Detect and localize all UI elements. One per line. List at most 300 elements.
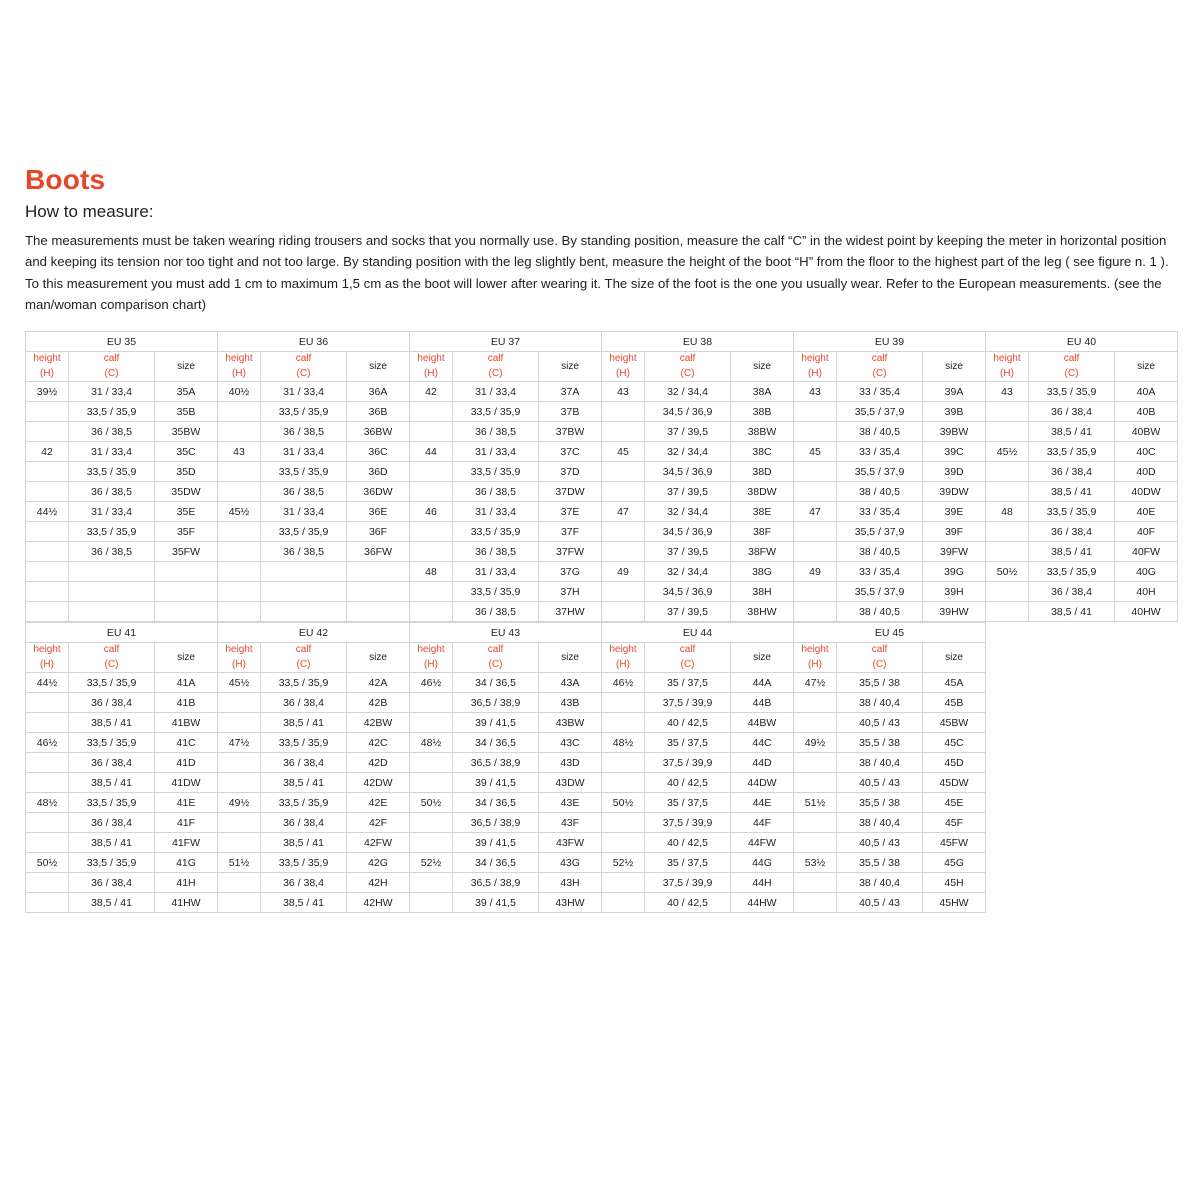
cell-height	[986, 602, 1029, 622]
cell-size: 40F	[1115, 522, 1178, 542]
cell-size: 42A	[347, 673, 410, 693]
cell-calf: 35 / 37,5	[645, 853, 731, 873]
empty-cell	[986, 673, 1029, 693]
cell-size: 37BW	[539, 422, 602, 442]
cell-size: 41DW	[155, 773, 218, 793]
column-header-calf: calf (C)	[645, 352, 731, 382]
cell-calf: 36 / 38,5	[453, 542, 539, 562]
cell-size: 37B	[539, 402, 602, 422]
cell-height	[410, 602, 453, 622]
cell-size: 43B	[539, 693, 602, 713]
cell-height	[794, 713, 837, 733]
cell-height	[602, 773, 645, 793]
eu-size-header: EU 38	[602, 332, 794, 352]
column-header-size: size	[539, 352, 602, 382]
cell-calf: 34,5 / 36,9	[645, 582, 731, 602]
cell-calf: 36,5 / 38,9	[453, 873, 539, 893]
empty-cell	[986, 733, 1029, 753]
cell-size: 40A	[1115, 382, 1178, 402]
cell-calf: 38 / 40,4	[837, 753, 923, 773]
cell-size: 35C	[155, 442, 218, 462]
cell-calf: 37,5 / 39,9	[645, 873, 731, 893]
cell-size: 38H	[731, 582, 794, 602]
empty-cell	[1115, 813, 1178, 833]
cell-calf: 38,5 / 41	[69, 833, 155, 853]
cell-height	[602, 582, 645, 602]
cell-calf: 33,5 / 35,9	[69, 673, 155, 693]
cell-height	[26, 602, 69, 622]
table-row	[26, 422, 1178, 442]
table-row	[26, 793, 1178, 813]
cell-size: 37FW	[539, 542, 602, 562]
cell-height	[218, 893, 261, 913]
cell-height	[602, 522, 645, 542]
cell-calf: 40 / 42,5	[645, 773, 731, 793]
column-header-height: height (H)	[26, 643, 69, 673]
table-row	[26, 542, 1178, 562]
column-header-row	[26, 643, 1178, 673]
cell-size	[155, 562, 218, 582]
eu-size-header: EU 40	[986, 332, 1178, 352]
cell-size: 42DW	[347, 773, 410, 793]
empty-cell	[986, 853, 1029, 873]
cell-height	[794, 813, 837, 833]
cell-size: 35E	[155, 502, 218, 522]
cell-height	[410, 422, 453, 442]
empty-cell	[986, 893, 1029, 913]
cell-height	[986, 422, 1029, 442]
empty-cell	[986, 753, 1029, 773]
cell-calf: 34,5 / 36,9	[645, 522, 731, 542]
cell-height	[602, 602, 645, 622]
column-header-calf: calf (C)	[837, 352, 923, 382]
cell-calf: 36 / 38,4	[1029, 522, 1115, 542]
cell-height	[794, 753, 837, 773]
cell-height	[410, 773, 453, 793]
cell-size: 35FW	[155, 542, 218, 562]
empty-cell	[1029, 733, 1115, 753]
cell-calf: 39 / 41,5	[453, 773, 539, 793]
cell-height: 48½	[602, 733, 645, 753]
cell-height	[602, 753, 645, 773]
cell-calf: 31 / 33,4	[261, 442, 347, 462]
cell-size: 43D	[539, 753, 602, 773]
cell-calf: 33,5 / 35,9	[69, 402, 155, 422]
cell-height	[410, 833, 453, 853]
cell-calf: 34,5 / 36,9	[645, 462, 731, 482]
cell-calf: 33,5 / 35,9	[1029, 442, 1115, 462]
table-row	[26, 733, 1178, 753]
cell-calf: 35,5 / 38	[837, 673, 923, 693]
empty-cell	[1029, 873, 1115, 893]
cell-size: 40C	[1115, 442, 1178, 462]
empty-cell	[1115, 873, 1178, 893]
cell-size: 44C	[731, 733, 794, 753]
cell-calf: 38 / 40,5	[837, 542, 923, 562]
column-header-height: height (H)	[986, 352, 1029, 382]
cell-calf: 38,5 / 41	[69, 893, 155, 913]
cell-size: 43E	[539, 793, 602, 813]
cell-height: 52½	[410, 853, 453, 873]
cell-height: 48½	[26, 793, 69, 813]
cell-size: 39F	[923, 522, 986, 542]
cell-height	[794, 482, 837, 502]
cell-height	[26, 833, 69, 853]
cell-size: 37E	[539, 502, 602, 522]
cell-height: 46½	[26, 733, 69, 753]
cell-height	[986, 522, 1029, 542]
cell-height	[26, 402, 69, 422]
cell-calf	[69, 602, 155, 622]
cell-height: 45	[794, 442, 837, 462]
cell-size: 40B	[1115, 402, 1178, 422]
column-header-size: size	[347, 352, 410, 382]
cell-height	[410, 893, 453, 913]
cell-size: 45F	[923, 813, 986, 833]
cell-calf: 40,5 / 43	[837, 833, 923, 853]
cell-size: 39HW	[923, 602, 986, 622]
cell-height	[986, 482, 1029, 502]
cell-calf: 33,5 / 35,9	[453, 402, 539, 422]
eu-size-header: EU 36	[218, 332, 410, 352]
cell-calf	[261, 602, 347, 622]
cell-height	[986, 462, 1029, 482]
cell-calf: 33 / 35,4	[837, 382, 923, 402]
cell-size: 35F	[155, 522, 218, 542]
column-header-height: height (H)	[794, 352, 837, 382]
table-row	[26, 522, 1178, 542]
empty-cell	[986, 873, 1029, 893]
cell-calf: 33,5 / 35,9	[261, 522, 347, 542]
cell-size: 35D	[155, 462, 218, 482]
cell-height: 50½	[986, 562, 1029, 582]
cell-size: 36FW	[347, 542, 410, 562]
cell-calf: 32 / 34,4	[645, 442, 731, 462]
cell-calf: 35,5 / 38	[837, 733, 923, 753]
cell-calf: 33,5 / 35,9	[69, 733, 155, 753]
column-header-calf: calf (C)	[261, 352, 347, 382]
cell-calf: 38 / 40,4	[837, 813, 923, 833]
cell-calf: 38 / 40,5	[837, 422, 923, 442]
cell-height: 53½	[794, 853, 837, 873]
column-header-calf: calf (C)	[261, 643, 347, 673]
column-header-calf: calf (C)	[69, 643, 155, 673]
cell-size: 44DW	[731, 773, 794, 793]
empty-cell	[1115, 853, 1178, 873]
column-header-calf: calf (C)	[453, 352, 539, 382]
empty-cell	[1029, 853, 1115, 873]
cell-height	[410, 482, 453, 502]
empty-cell	[1029, 673, 1115, 693]
eu-header-row	[26, 623, 1178, 643]
cell-calf: 34 / 36,5	[453, 793, 539, 813]
cell-height: 47½	[218, 733, 261, 753]
cell-calf: 36 / 38,5	[261, 542, 347, 562]
cell-height: 43	[602, 382, 645, 402]
cell-height	[26, 462, 69, 482]
cell-height	[794, 602, 837, 622]
cell-height	[410, 873, 453, 893]
cell-calf: 36 / 38,5	[69, 482, 155, 502]
eu-size-header: EU 44	[602, 623, 794, 643]
cell-calf: 33,5 / 35,9	[453, 462, 539, 482]
cell-height	[218, 693, 261, 713]
cell-height: 44	[410, 442, 453, 462]
cell-height	[26, 813, 69, 833]
column-header-size: size	[731, 352, 794, 382]
column-header-height: height (H)	[218, 352, 261, 382]
size-table-block-0	[25, 331, 1178, 622]
cell-height: 46	[410, 502, 453, 522]
cell-calf: 35,5 / 37,9	[837, 582, 923, 602]
cell-calf: 33 / 35,4	[837, 442, 923, 462]
cell-height	[794, 582, 837, 602]
cell-size: 37DW	[539, 482, 602, 502]
cell-size: 39H	[923, 582, 986, 602]
cell-height	[602, 813, 645, 833]
cell-calf: 36 / 38,4	[261, 873, 347, 893]
cell-height	[26, 873, 69, 893]
cell-calf: 35,5 / 37,9	[837, 522, 923, 542]
cell-calf: 36,5 / 38,9	[453, 693, 539, 713]
cell-height	[794, 522, 837, 542]
table-row	[26, 482, 1178, 502]
cell-height	[26, 753, 69, 773]
cell-height: 47	[602, 502, 645, 522]
cell-calf: 36 / 38,4	[69, 693, 155, 713]
cell-height: 45½	[218, 673, 261, 693]
cell-size: 39E	[923, 502, 986, 522]
cell-size: 45G	[923, 853, 986, 873]
cell-calf: 35,5 / 37,9	[837, 462, 923, 482]
cell-size: 38A	[731, 382, 794, 402]
cell-size: 43DW	[539, 773, 602, 793]
empty-cell	[986, 813, 1029, 833]
cell-size: 40HW	[1115, 602, 1178, 622]
cell-calf: 38,5 / 41	[69, 773, 155, 793]
cell-height	[602, 402, 645, 422]
cell-size: 43HW	[539, 893, 602, 913]
empty-cell	[1115, 833, 1178, 853]
cell-size: 45FW	[923, 833, 986, 853]
cell-calf: 36 / 38,5	[261, 422, 347, 442]
cell-calf: 33,5 / 35,9	[69, 462, 155, 482]
cell-calf: 40 / 42,5	[645, 893, 731, 913]
column-header-height: height (H)	[794, 643, 837, 673]
cell-size: 45B	[923, 693, 986, 713]
cell-size: 43C	[539, 733, 602, 753]
cell-calf: 36 / 38,4	[69, 873, 155, 893]
cell-height	[410, 693, 453, 713]
cell-height: 46½	[410, 673, 453, 693]
cell-calf: 36 / 38,5	[69, 542, 155, 562]
cell-height	[26, 542, 69, 562]
cell-size: 44H	[731, 873, 794, 893]
cell-height	[602, 873, 645, 893]
table-row	[26, 442, 1178, 462]
cell-calf: 31 / 33,4	[261, 502, 347, 522]
cell-size: 41C	[155, 733, 218, 753]
cell-height	[410, 462, 453, 482]
cell-height: 43	[794, 382, 837, 402]
cell-calf: 40 / 42,5	[645, 833, 731, 853]
cell-size: 38HW	[731, 602, 794, 622]
empty-cell	[1029, 753, 1115, 773]
empty-cell	[986, 793, 1029, 813]
empty-cell	[1029, 713, 1115, 733]
cell-height	[602, 713, 645, 733]
cell-calf: 35,5 / 38	[837, 853, 923, 873]
cell-calf: 38,5 / 41	[69, 713, 155, 733]
table-row	[26, 873, 1178, 893]
how-to-measure-heading: How to measure:	[25, 201, 154, 221]
cell-height: 52½	[602, 853, 645, 873]
cell-calf	[69, 582, 155, 602]
cell-height	[218, 813, 261, 833]
cell-size: 36F	[347, 522, 410, 542]
table-row	[26, 562, 1178, 582]
cell-size: 41H	[155, 873, 218, 893]
cell-height	[26, 713, 69, 733]
cell-size: 44HW	[731, 893, 794, 913]
cell-height	[218, 402, 261, 422]
cell-height	[410, 542, 453, 562]
cell-calf: 37 / 39,5	[645, 602, 731, 622]
cell-size: 44FW	[731, 833, 794, 853]
column-header-size: size	[539, 643, 602, 673]
cell-height: 43	[218, 442, 261, 462]
cell-height: 48	[410, 562, 453, 582]
column-header-height: height (H)	[26, 352, 69, 382]
cell-calf: 37 / 39,5	[645, 482, 731, 502]
cell-height: 42	[26, 442, 69, 462]
empty-cell	[1115, 693, 1178, 713]
cell-calf: 35,5 / 37,9	[837, 402, 923, 422]
cell-calf: 33 / 35,4	[837, 562, 923, 582]
cell-size: 39BW	[923, 422, 986, 442]
cell-height	[26, 773, 69, 793]
column-header-size: size	[731, 643, 794, 673]
cell-size: 41A	[155, 673, 218, 693]
column-header-calf: calf (C)	[837, 643, 923, 673]
cell-calf: 38,5 / 41	[1029, 482, 1115, 502]
cell-size: 39B	[923, 402, 986, 422]
cell-calf: 37,5 / 39,9	[645, 813, 731, 833]
column-header-height: height (H)	[410, 643, 453, 673]
eu-size-header: EU 43	[410, 623, 602, 643]
cell-calf: 33,5 / 35,9	[1029, 382, 1115, 402]
empty-cell	[1115, 713, 1178, 733]
cell-size	[155, 582, 218, 602]
cell-size: 40DW	[1115, 482, 1178, 502]
cell-height	[26, 422, 69, 442]
cell-size: 43F	[539, 813, 602, 833]
cell-calf: 37 / 39,5	[645, 422, 731, 442]
eu-size-header: EU 45	[794, 623, 986, 643]
cell-size: 36BW	[347, 422, 410, 442]
cell-size: 42B	[347, 693, 410, 713]
empty-cell	[986, 833, 1029, 853]
cell-height: 43	[986, 382, 1029, 402]
eu-size-header: EU 39	[794, 332, 986, 352]
cell-calf: 33 / 35,4	[837, 502, 923, 522]
table-row	[26, 773, 1178, 793]
table-row	[26, 833, 1178, 853]
cell-height	[218, 602, 261, 622]
cell-height: 44½	[26, 673, 69, 693]
table-row	[26, 753, 1178, 773]
cell-size: 45D	[923, 753, 986, 773]
cell-height: 49½	[794, 733, 837, 753]
cell-height	[794, 693, 837, 713]
cell-height	[26, 482, 69, 502]
cell-calf: 31 / 33,4	[453, 562, 539, 582]
cell-calf: 35 / 37,5	[645, 733, 731, 753]
empty-cell	[1115, 643, 1178, 673]
column-header-height: height (H)	[602, 352, 645, 382]
cell-calf: 39 / 41,5	[453, 713, 539, 733]
cell-size: 36C	[347, 442, 410, 462]
cell-height: 47½	[794, 673, 837, 693]
cell-size: 44BW	[731, 713, 794, 733]
cell-calf: 32 / 34,4	[645, 502, 731, 522]
empty-cell	[1115, 733, 1178, 753]
cell-height	[602, 422, 645, 442]
column-header-size: size	[347, 643, 410, 673]
cell-calf: 36 / 38,5	[261, 482, 347, 502]
cell-size: 40FW	[1115, 542, 1178, 562]
empty-cell	[1029, 893, 1115, 913]
cell-size: 44A	[731, 673, 794, 693]
cell-calf: 40 / 42,5	[645, 713, 731, 733]
cell-size: 44E	[731, 793, 794, 813]
cell-size: 43G	[539, 853, 602, 873]
cell-height	[410, 713, 453, 733]
cell-calf: 38,5 / 41	[261, 833, 347, 853]
column-header-size: size	[923, 352, 986, 382]
table-row	[26, 813, 1178, 833]
cell-calf: 40,5 / 43	[837, 893, 923, 913]
cell-size: 37A	[539, 382, 602, 402]
eu-size-header: EU 37	[410, 332, 602, 352]
column-header-row	[26, 352, 1178, 382]
cell-height: 50½	[26, 853, 69, 873]
cell-calf: 33,5 / 35,9	[261, 853, 347, 873]
cell-size: 39D	[923, 462, 986, 482]
cell-height: 50½	[410, 793, 453, 813]
cell-size: 44B	[731, 693, 794, 713]
cell-calf: 36,5 / 38,9	[453, 753, 539, 773]
cell-height: 45	[602, 442, 645, 462]
cell-size	[347, 562, 410, 582]
cell-size: 36D	[347, 462, 410, 482]
table-row	[26, 673, 1178, 693]
cell-calf: 31 / 33,4	[453, 442, 539, 462]
cell-size: 42G	[347, 853, 410, 873]
table-row	[26, 502, 1178, 522]
cell-size: 39C	[923, 442, 986, 462]
cell-calf: 36 / 38,5	[453, 602, 539, 622]
cell-height: 48½	[410, 733, 453, 753]
cell-calf: 38 / 40,5	[837, 602, 923, 622]
cell-size: 40E	[1115, 502, 1178, 522]
cell-size: 40G	[1115, 562, 1178, 582]
cell-calf: 32 / 34,4	[645, 382, 731, 402]
empty-cell	[986, 643, 1029, 673]
cell-size: 35A	[155, 382, 218, 402]
cell-calf: 39 / 41,5	[453, 833, 539, 853]
cell-height	[410, 753, 453, 773]
